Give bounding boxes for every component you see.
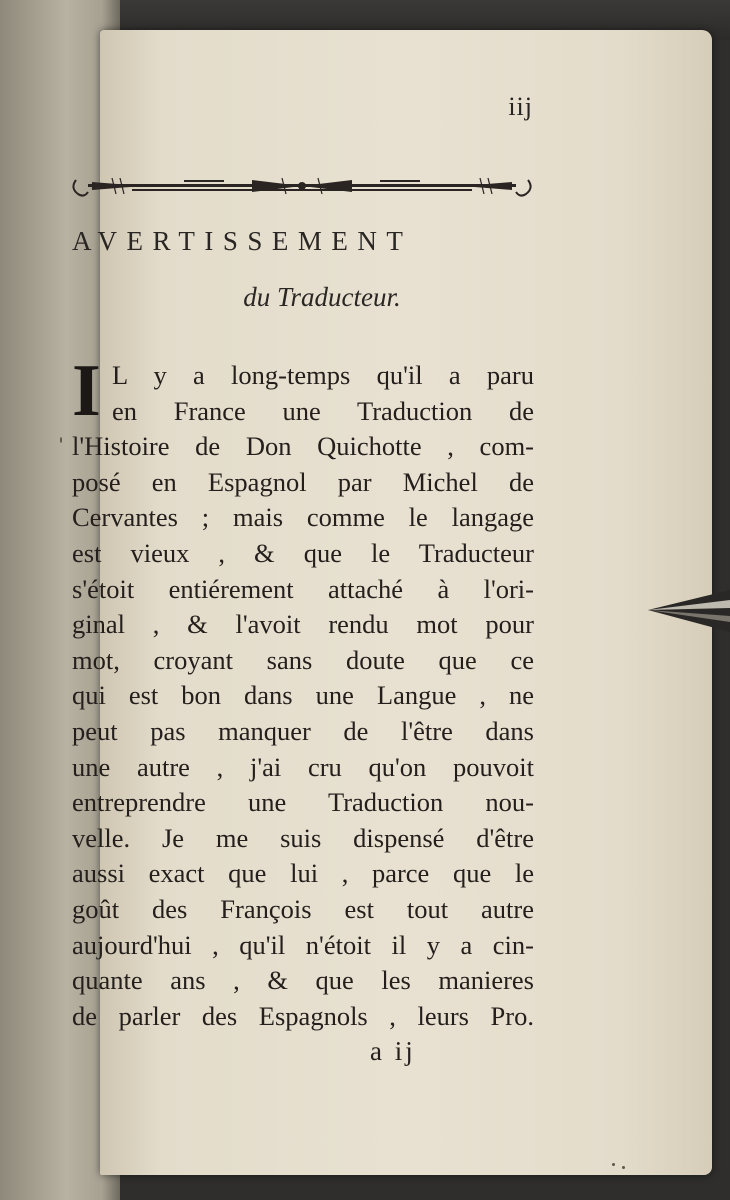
bookmark-icon <box>648 586 730 636</box>
text-line: aujourd'hui , qu'il n'étoit il y a cin- <box>72 929 534 960</box>
text-line: aussi exact que lui , parce que le <box>72 858 534 889</box>
ornament-rule <box>72 170 532 204</box>
text-line: qui est bon dans une Langue , ne <box>72 680 534 711</box>
text-line: velle. Je me suis dispensé d'être <box>72 822 534 853</box>
page-subheading: du Traducteur. <box>243 282 401 312</box>
text-line: entreprendre une Traduction nou- <box>72 787 534 818</box>
text-line: est vieux , & que le Traducteur <box>72 537 534 568</box>
text-line: de parler des Espagnols , leurs Pro. <box>72 1000 534 1031</box>
text-line: posé en Espagnol par Michel de <box>72 466 534 497</box>
text-line: quante ans , & que les manieres <box>72 965 534 996</box>
text-line: Cervantes ; mais comme le langage <box>72 502 534 533</box>
text-line: s'étoit entiérement attaché à l'ori- <box>72 573 534 604</box>
text-line: goût des François est tout autre <box>72 893 534 924</box>
text-line: ginal , & l'avoit rendu mot pour <box>72 609 534 640</box>
text-line: l'Histoire de Don Quichotte , com- <box>72 431 534 462</box>
text-line: en France une Traduction de <box>112 395 534 426</box>
text-line: L y a long-temps qu'il a paru <box>112 360 534 390</box>
page-heading: AVERTISSEMENT <box>72 226 413 256</box>
text-line: une autre , j'ai cru qu'on pouvoit <box>72 751 534 782</box>
paper-speck <box>60 437 62 443</box>
drop-cap: I <box>72 350 101 432</box>
signature-mark: a ij <box>370 1036 416 1066</box>
paper-speck <box>622 1166 625 1169</box>
paper-speck <box>612 1163 615 1166</box>
text-line: peut pas manquer de l'être dans <box>72 715 534 746</box>
page-number: iij <box>508 92 533 121</box>
body-text <box>72 350 534 1034</box>
text-line: mot, croyant sans doute que ce <box>72 644 534 675</box>
